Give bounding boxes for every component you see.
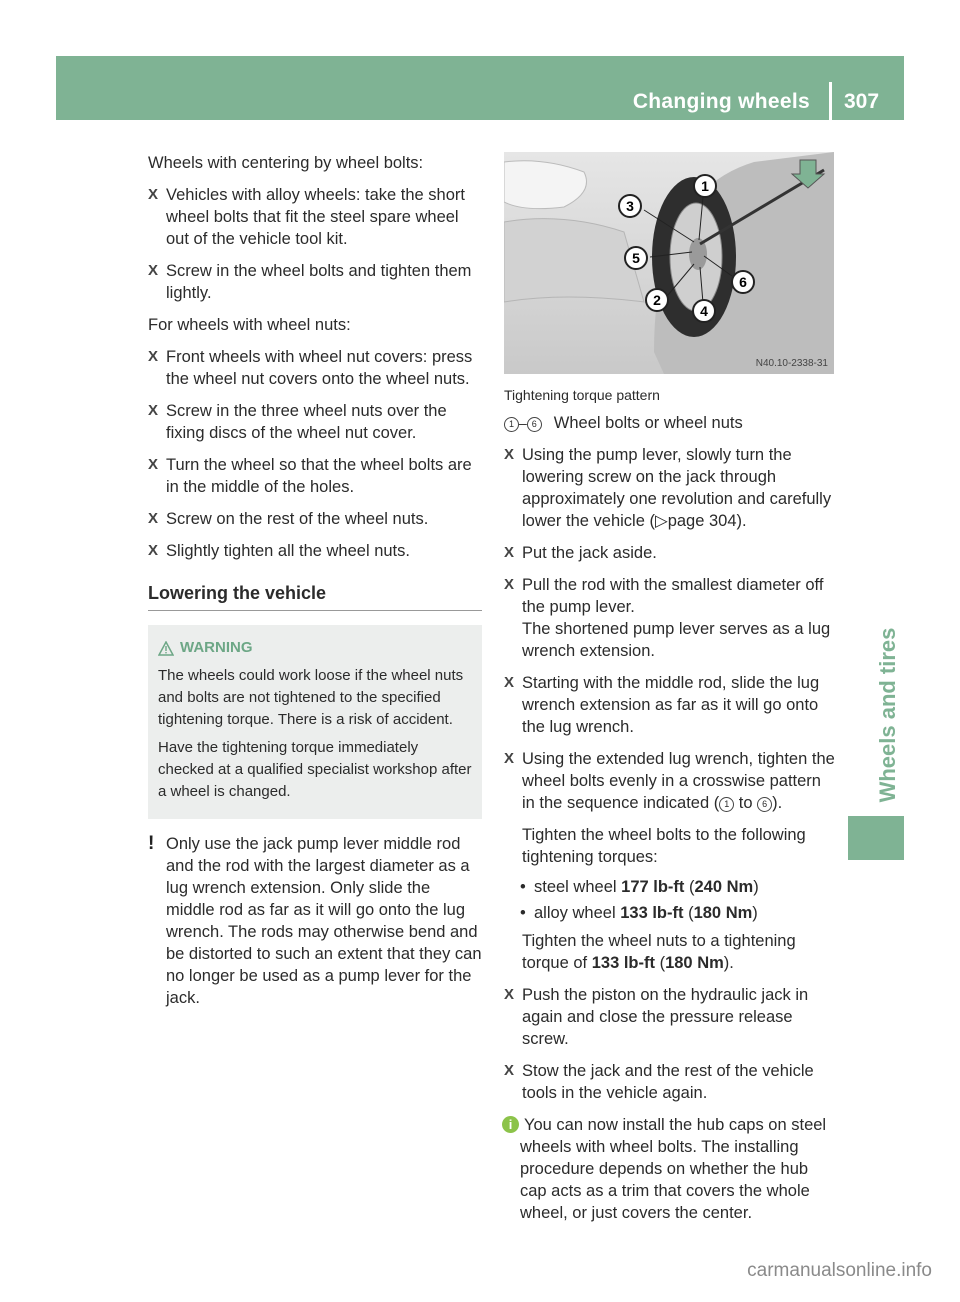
step-arrow-icon: X: [504, 446, 515, 463]
step-arrow-icon: X: [504, 1062, 515, 1079]
warning-title: WARNING: [180, 639, 253, 656]
figure-code: N40.10-2338-31: [755, 358, 828, 369]
section-header-title: Changing wheels: [632, 90, 810, 113]
step-item: X Screw in the wheel bolts and tighten them lightly.: [148, 262, 472, 302]
chapter-tab: [848, 816, 904, 860]
legend-text: Wheel bolts or wheel nuts: [553, 414, 743, 432]
torque-bullet: • alloy wheel 133 lb-ft (180 Nm): [520, 904, 758, 922]
step-item: X Front wheels with wheel nut covers: press the wheel nut covers onto the wheel nuts.: [148, 348, 473, 388]
legend-range: 1 – 6: [504, 412, 542, 434]
page-number: 307: [844, 90, 880, 113]
section-divider: [148, 610, 482, 611]
callout-4: [693, 300, 715, 322]
callout-1: [694, 175, 716, 197]
left-column: [148, 152, 482, 1009]
step-item: X Push the piston on the hydraulic jack in again and close the pressure release screw.: [504, 986, 809, 1048]
page-ref-arrow-icon: ▷: [654, 512, 668, 530]
figure-caption: Tightening torque pattern: [504, 387, 660, 403]
svg-text:3: 3: [626, 198, 634, 214]
step-arrow-icon: X: [148, 402, 159, 419]
step-item: X Pull the rod with the smallest diameter off the pump lever. The shortened pump lever serves as a lug wrench extension.: [504, 576, 831, 660]
warning-header: [158, 637, 472, 659]
step-arrow-icon: X: [504, 986, 515, 1003]
step-arrow-icon: X: [148, 186, 159, 203]
step-detail: Tighten the wheel bolts to the following tightening torques:: [522, 826, 806, 866]
bumper: [504, 219, 644, 302]
figure-legend: [504, 412, 836, 434]
page-reference[interactable]: page 304: [667, 512, 737, 530]
exclamation-icon: !: [148, 833, 155, 854]
nut-torque: Tighten the wheel nuts to a tightening torque of 133 lb-ft (180 Nm).: [522, 932, 796, 972]
svg-text:2: 2: [653, 292, 661, 308]
step-arrow-icon: X: [148, 348, 159, 365]
svg-text:4: 4: [700, 303, 708, 319]
step-arrow-icon: X: [504, 750, 515, 767]
watermark: carmanualsonline.info: [747, 1260, 932, 1281]
section-title: Lowering the vehicle: [148, 583, 327, 603]
intro-nuts: For wheels with wheel nuts:: [148, 316, 351, 334]
callout-5: [625, 247, 647, 269]
info-icon: i: [502, 1116, 519, 1133]
svg-text:1: 1: [701, 178, 709, 194]
bullet-dot-icon: •: [520, 878, 526, 896]
warning-text: The wheels could work loose if the wheel nuts and bolts are not tightened to the specified tightening torque. There is a risk of accident.: [158, 667, 464, 728]
step-item: X Vehicles with alloy wheels: take the short wheel bolts that fit the steel spare wheel out of the vehicle tool kit.: [148, 186, 465, 248]
step-arrow-icon: X: [504, 544, 515, 561]
notice-paragraph: ! Only use the jack pump lever middle rod and the rod with the largest diameter as a lug wrench extension. Only slide the middle rod as far as it will go onto the lug wrench. The rods may otherwise bend and be distorted to such an extent that they can no longer be used as a pump lever for the jack.: [148, 833, 482, 1007]
intro-bolts: Wheels with centering by wheel bolts:: [148, 154, 424, 172]
step-item: X Using the extended lug wrench, tighten the wheel bolts evenly in a crosswise pattern in the sequence indicated ( 1 to 6 ). Tighten the wheel bolts to the following tightening torques: • steel wheel 177 lb-ft (240 Nm) • alloy wheel 133 lb-ft (180 Nm) Tighten the wheel nuts to a tightening torque of 133 lb-ft (180 Nm).: [504, 750, 835, 972]
wheel-illustration: [504, 152, 834, 374]
step-item: X Put the jack aside.: [504, 544, 657, 562]
step-item: X Using the pump lever, slowly turn the lowering screw on the jack through approximately one revolution and carefully lower the vehicle (▷page 304).: [504, 446, 832, 530]
step-item: X Screw on the rest of the wheel nuts.: [148, 510, 429, 528]
step-item: X Turn the wheel so that the wheel bolts are in the middle of the holes.: [148, 456, 472, 496]
warning-text: Have the tightening torque immediately checked at a qualified specialist workshop after a wheel is changed.: [158, 739, 472, 800]
step-arrow-icon: X: [504, 674, 515, 691]
svg-text:5: 5: [632, 250, 640, 266]
callout-6: [732, 271, 754, 293]
step-item: X Slightly tighten all the wheel nuts.: [148, 542, 410, 560]
callout-3: [619, 195, 641, 217]
bullet-dot-icon: •: [520, 904, 526, 922]
step-arrow-icon: X: [148, 542, 159, 559]
torque-bullet: • steel wheel 177 lb-ft (240 Nm): [520, 878, 759, 896]
callout-2: [646, 289, 668, 311]
step-item: X Starting with the middle rod, slide the lug wrench extension as far as it will go onto the lug wrench.: [504, 674, 820, 736]
step-item: X Screw in the three wheel nuts over the fixing discs of the wheel nut cover.: [148, 402, 447, 442]
warning-box: [148, 625, 482, 819]
step-arrow-icon: X: [148, 456, 159, 473]
step-result: The shortened pump lever serves as a lug wrench extension.: [522, 620, 831, 660]
step-arrow-icon: X: [148, 262, 159, 279]
step-item: X Stow the jack and the rest of the vehicle tools in the vehicle again.: [504, 1062, 814, 1102]
step-arrow-icon: X: [504, 576, 515, 593]
step-arrow-icon: X: [148, 510, 159, 527]
info-note: i You can now install the hub caps on steel wheels with wheel bolts. The installing procedure depends on whether the hub cap acts as a trim that covers the whole wheel, or just covers the center.: [504, 1114, 836, 1224]
callout-ref: 6: [757, 797, 772, 812]
header-separator: [829, 82, 832, 120]
wheel-figure: [504, 152, 834, 374]
svg-text:6: 6: [739, 274, 747, 290]
callout-ref: 1: [719, 797, 734, 812]
warning-triangle-icon: [158, 641, 174, 656]
right-column: [504, 152, 836, 1224]
chapter-side-label: Wheels and tires: [875, 627, 900, 803]
